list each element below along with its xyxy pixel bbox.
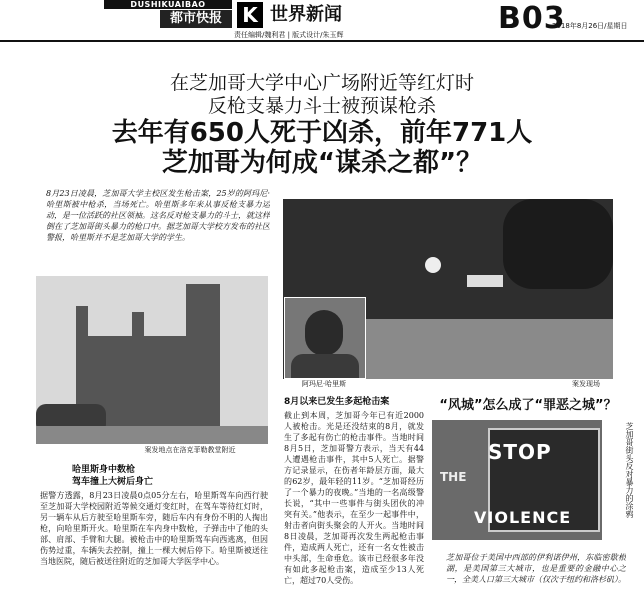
mid-article-body: 截止到本周，芝加哥今年已有近2000人被枪击。光是还没结束的8月，就发生了多起有伤亡的枪击事件。当地时间8月5日，芝加哥警方表示，当天有44人遭遇枪击事件，其中5人死亡。据警方记录显示，在伤者年龄层方面，最大的62岁，最年轻的11岁。“芝加哥经历了一个暴力的夜晚。”当地的一名高级警长说，“其中一些事件与街头团伙的冲突有关。”他表示，在至少一起事件中，射击者向街头聚会的人开火。当地时间8日凌晨，芝加哥再次发生两起枪击事件，造成两人死亡，还有一名女性被击中头部，生命垂危。该市已经很多年没有如此多起枪击案，造成至少13人死亡，超过70人受伤。 [284, 411, 424, 585]
kicker-line-2: 反枪支暴力斗士被预谋枪杀 [207, 95, 436, 117]
building-caption: 案发地点在洛克菲勒教堂附近 [144, 446, 236, 454]
mural-word-stop: STOP [488, 440, 552, 464]
photo-road [323, 319, 613, 379]
main-headline-1: 去年有650人死于凶杀，前年771人 [111, 118, 533, 148]
photo-trees-dark [503, 199, 613, 289]
masthead-brand-en: DUSHIKUAIBAO [104, 0, 232, 9]
masthead-logo-k: K [237, 2, 263, 28]
page-code: B03 [498, 1, 566, 36]
left-article-body: 据警方透露，8月23日凌晨0点05分左右，哈里斯驾车向西行驶至芝加哥大学校园附近等候交通灯变红时，在驾车等待红灯时，另一辆车从后方驶至哈里斯车旁，随后车内有身份不明的人掏出枪，向哈里斯开火。哈里斯在车内身中数枪，子弹击中了他的头部、肩部、手臂和大腿。被枪击中的哈里斯驾车向西逃离，但因伤势过重，车辆失去控制，撞上一棵大树后停下。哈里斯被送往当地医院，随后被送往附近的芝加哥大学医学中心。 [40, 491, 268, 566]
portrait-caption: 阿玛尼·哈里斯 [301, 380, 347, 388]
portrait-photo [284, 297, 366, 379]
chapel-spire-left [76, 306, 88, 346]
sidebar-title: “风城”怎么成了“罪恶之城”？ [439, 398, 617, 413]
portrait-shirt [291, 354, 359, 378]
photo-car [467, 275, 503, 287]
photo-lawn [36, 426, 268, 444]
section-title: 世界新闻 [270, 4, 342, 25]
left-subhead-2: 驾车撞上大树后身亡 [72, 477, 154, 487]
mid-subhead: 8月以来已发生多起枪击案 [284, 397, 390, 407]
masthead-brand-cn: 都市快报 [160, 10, 232, 28]
lead-paragraph: 8月23日凌晨，芝加哥大学主校区发生枪击案，25岁的阿玛尼·哈里斯被中枪杀，当场死亡。哈里斯多年来从事反枪支暴力运动，是一位活跃的社区领袖。这名反对枪支暴力的斗士，就这样倒在了芝加哥街头暴力的枪口中。据芝加哥大学校方发布的社区警报，哈里斯并不是芝加哥大学的学生。 [46, 189, 270, 242]
mural-word-the: THE [440, 470, 467, 484]
kicker-line-1: 在芝加哥大学中心广场附近等红灯时 [169, 72, 474, 94]
masthead-rule [0, 40, 644, 42]
mural-word-violence: VIOLENCE [474, 508, 572, 527]
photo-streetlight [425, 257, 441, 273]
chapel-spire-mid [132, 312, 144, 346]
chapel-tower [186, 284, 220, 426]
left-subhead-1: 哈里斯身中数枪 [72, 465, 136, 475]
mural-caption: 芝加哥位于美国中西部的伊利诺伊州，东临密歇根湖，是美国第三大城市，也是重要的金融中心之一，全美人口第三大城市（仅次于纽约和洛杉矶）。 [446, 553, 626, 584]
street-caption: 案发现场 [572, 380, 600, 388]
editor-credit: 责任编辑/魏利君 | 版式设计/朱玉辉 [234, 31, 344, 39]
building-photo [36, 276, 268, 444]
main-headline-2: 芝加哥为何成“谋杀之都”？ [161, 148, 483, 178]
mural-vertical-caption: 芝加哥街头反对暴力的涂鸦 [625, 422, 634, 518]
portrait-head [305, 310, 343, 356]
issue-date: 2018年8月26日/星期日 [552, 22, 628, 30]
